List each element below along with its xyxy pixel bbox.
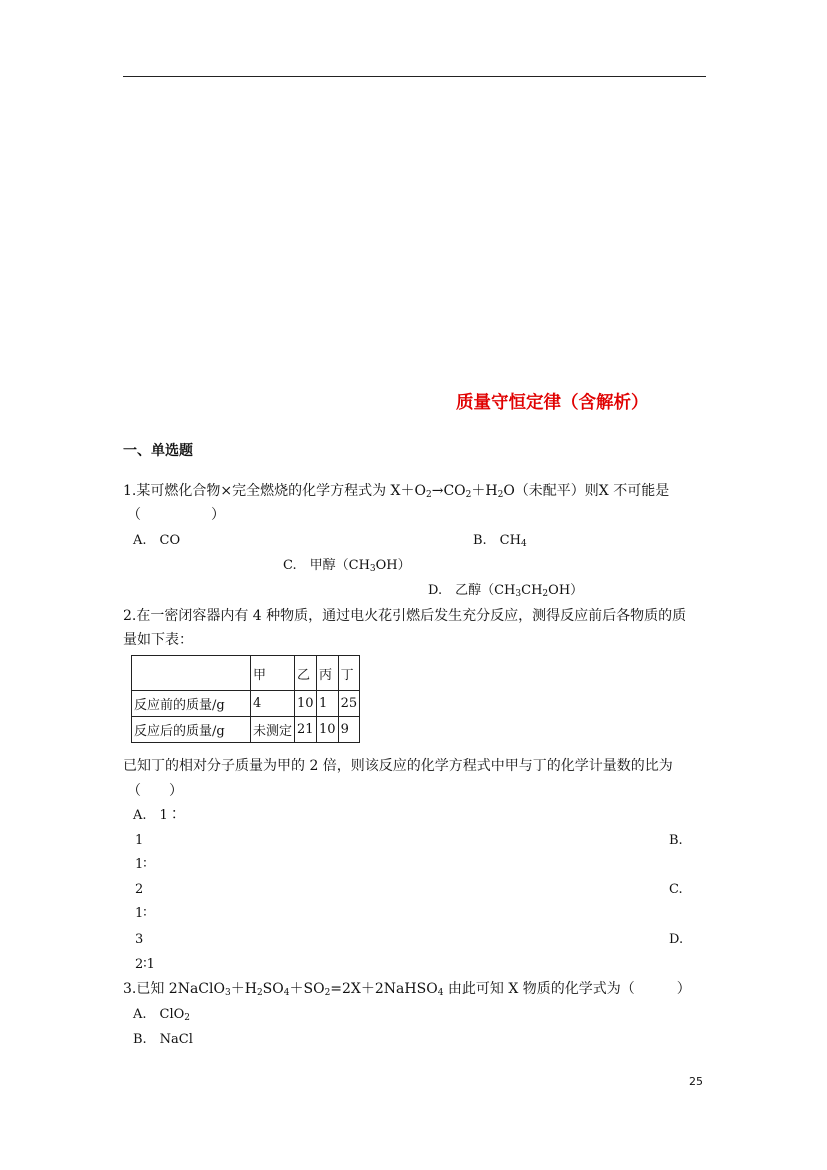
table-cell: 10 xyxy=(295,691,317,717)
question-2-option-c-value: 3 xyxy=(135,932,144,947)
table-cell: 反应前的质量/g xyxy=(132,691,251,717)
question-2-option-d: 2∶1 xyxy=(135,957,155,972)
table-cell: 未测定 xyxy=(251,717,295,743)
question-2-option-c-label: C. xyxy=(669,882,683,897)
question-2-option-a: A. 1∶ xyxy=(133,808,181,823)
question-3-option-a: A. ClO$_2$ xyxy=(133,1007,191,1023)
header-rule xyxy=(123,76,706,77)
question-1-option-b: B. $CH_4$ xyxy=(473,533,527,549)
table-header-cell: 丁 xyxy=(338,656,360,691)
question-1-option-d: D. 乙醇$(CH_3CH_2OH)$ xyxy=(428,583,584,599)
table-cell: 4 xyxy=(251,691,295,717)
mass-table xyxy=(131,655,360,743)
question-1-stem: 1.某可燃化合物×完全燃烧的化学方程式为 $X+O_2\to CO_2+H_2O$（未配平）则X 不可能是 xyxy=(123,483,670,500)
page-title: 质量守恒定律（含解析） xyxy=(456,393,649,413)
question-2-option-b-value: 2 xyxy=(135,882,144,897)
question-2-option-a-value: 1 xyxy=(135,833,144,848)
table-header-cell: 甲 xyxy=(251,656,295,691)
question-1-answer-blank: （ ） xyxy=(127,507,225,523)
table-header-cell: 乙 xyxy=(295,656,317,691)
question-2-answer-blank: （ ） xyxy=(127,783,183,799)
section-heading: 一、单选题 xyxy=(123,443,193,459)
table-cell: 10 xyxy=(317,717,339,743)
table-row xyxy=(132,691,360,717)
question-2-option-b: 1∶ xyxy=(135,857,147,872)
question-2-option-b-label: B. xyxy=(669,833,683,848)
question-1-option-c: C. 甲醇$(CH_3OH)$ xyxy=(283,558,411,574)
question-3-stem: 3.已知 $2NaClO_3+H_2SO_4+SO_2=2X+2NaHSO_4$ 由此可知 X 物质的化学式为（ ） xyxy=(123,981,691,998)
question-2-option-c: 1∶ xyxy=(135,906,147,921)
question-2-stem-line-2: 量如下表： xyxy=(123,632,193,648)
question-3-option-b: B. NaCl xyxy=(133,1032,193,1047)
page-number: 25 xyxy=(689,1075,703,1088)
question-2-followup: 已知丁的相对分子质量为甲的 2 倍，则该反应的化学方程式中甲与丁的化学计量数的比为 xyxy=(123,758,673,774)
table-cell: 9 xyxy=(338,717,360,743)
table-cell: 反应后的质量/g xyxy=(132,717,251,743)
table-cell: 21 xyxy=(295,717,317,743)
question-1-option-a: A. CO xyxy=(133,533,181,548)
question-2-stem-line-1: 2.在一密闭容器内有 4 种物质，通过电火花引燃后发生充分反应，测得反应前后各物质的质 xyxy=(123,608,687,624)
table-header-cell: 丙 xyxy=(317,656,339,691)
table-row xyxy=(132,717,360,743)
table-header-row xyxy=(132,656,360,691)
table-cell: 25 xyxy=(338,691,360,717)
table-header-cell xyxy=(132,656,251,691)
question-2-option-d-label: D. xyxy=(669,932,684,947)
table-cell: 1 xyxy=(317,691,339,717)
